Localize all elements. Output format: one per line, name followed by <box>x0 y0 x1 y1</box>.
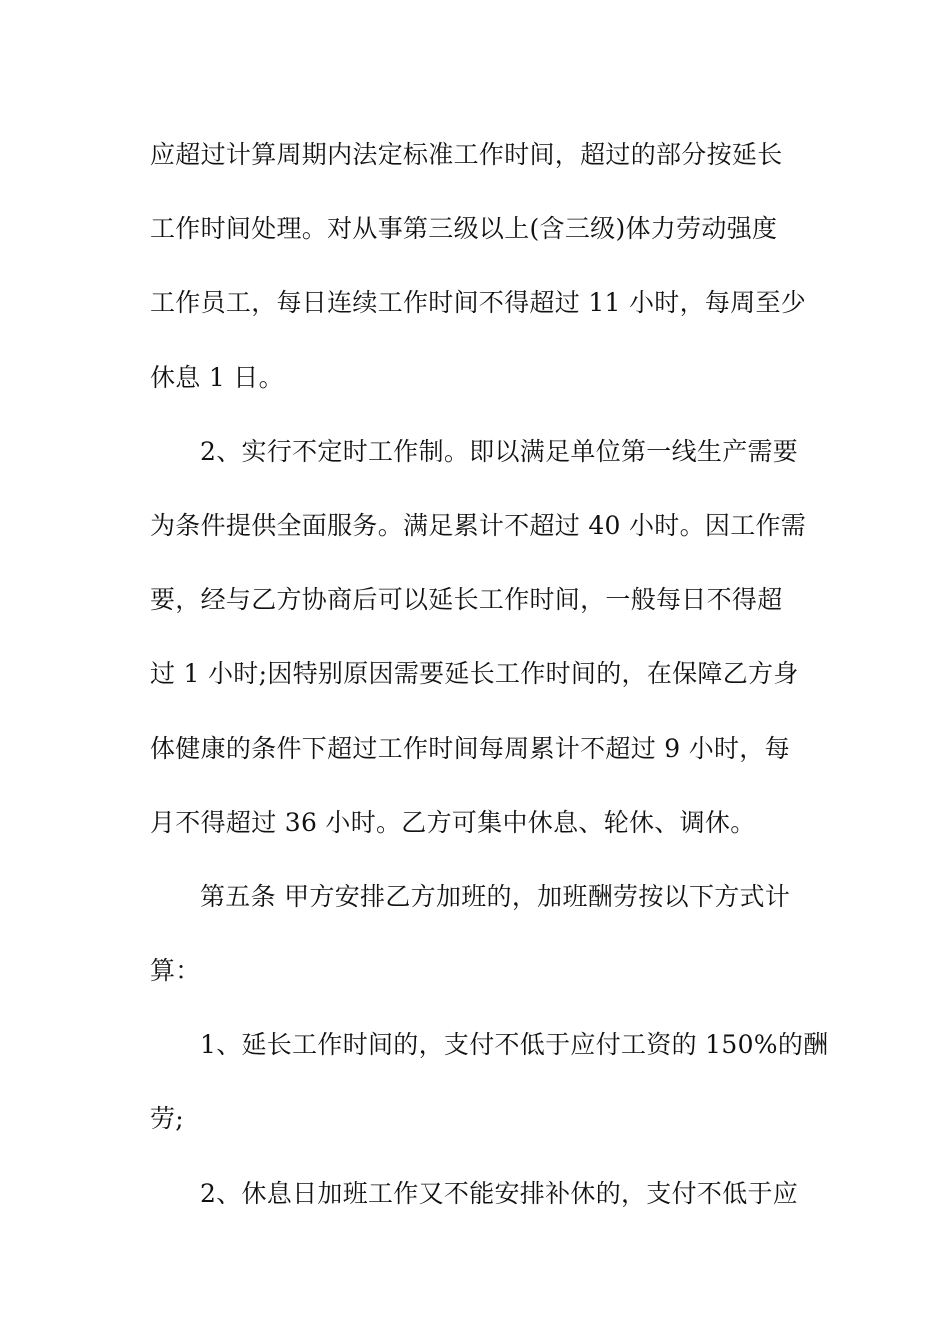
paragraph-line: 月不得超过 36 小时。乙方可集中休息、轮休、调休。 <box>150 807 756 837</box>
paragraph-line: 为条件提供全面服务。满足累计不超过 40 小时。因工作需 <box>150 510 807 540</box>
document-body <box>150 118 829 1231</box>
paragraph-line: 2、休息日加班工作又不能安排补休的，支付不低于应 <box>200 1178 799 1208</box>
paragraph-line: 算： <box>150 956 201 986</box>
paragraph-line: 休息 1 日。 <box>150 362 284 392</box>
paragraph-line: 工作时间处理。对从事第三级以上(含三级)体力劳动强度 <box>150 214 778 244</box>
paragraph-line: 应超过计算周期内法定标准工作时间，超过的部分按延长 <box>150 140 783 169</box>
paragraph-line: 2、实行不定时工作制。即以满足单位第一线生产需要 <box>200 436 799 466</box>
article-heading-line: 第五条 甲方安排乙方加班的，加班酬劳按以下方式计 <box>200 881 791 911</box>
paragraph-line: 劳; <box>150 1104 185 1134</box>
paragraph-line: 工作员工，每日连续工作时间不得超过 11 小时，每周至少 <box>150 288 807 318</box>
paragraph-line: 1、延长工作时间的，支付不低于应付工资的 150%的酬 <box>200 1030 829 1060</box>
paragraph-line: 体健康的条件下超过工作时间每周累计不超过 9 小时，每 <box>150 733 790 763</box>
paragraph-line: 过 1 小时;因特别原因需要延长工作时间的，在保障乙方身 <box>150 659 799 689</box>
paragraph-line: 要，经与乙方协商后可以延长工作时间，一般每日不得超 <box>150 585 783 615</box>
